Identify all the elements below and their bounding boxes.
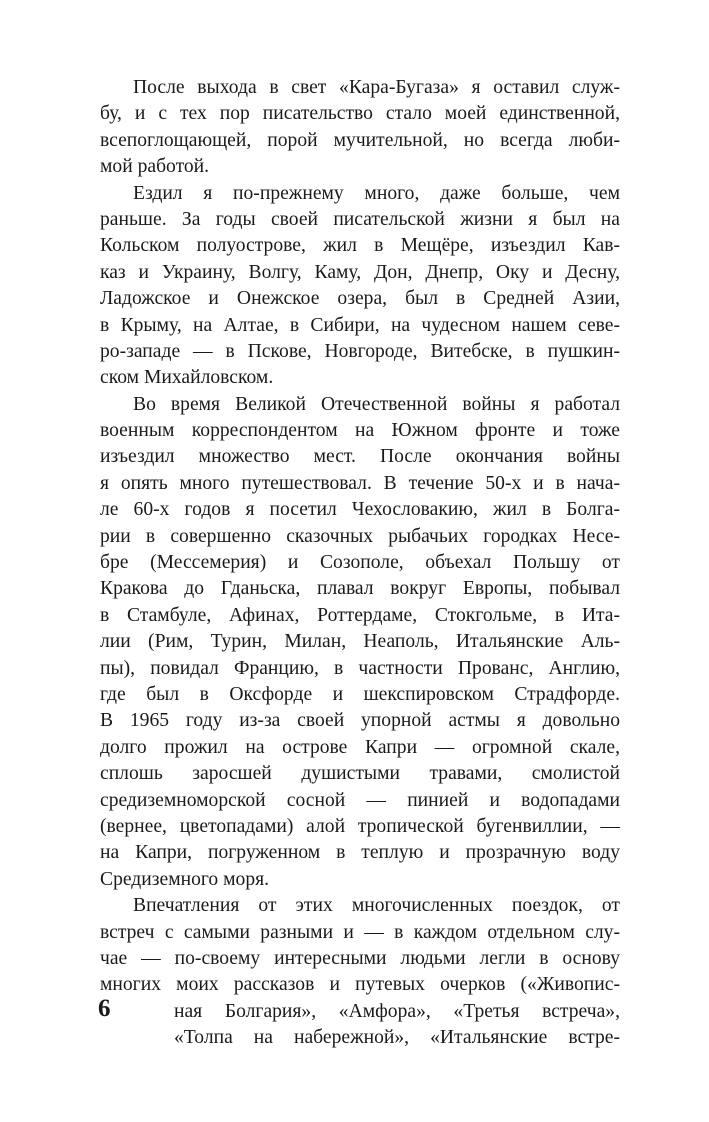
text-line: каз и Украину, Волгу, Каму, Дон, Днепр, Оку и Десну,: [100, 261, 620, 283]
text-line: После выхода в свет «Кара-Бугаза» я оставил служ-: [133, 77, 620, 98]
text-line: Средиземного моря.: [100, 868, 270, 890]
text-line: бу, и с тех пор писательство стало моей единственной,: [100, 103, 620, 125]
text-column: [100, 75, 620, 1051]
text-line: в Крыму, на Алтае, в Сибири, на чудесном нашем севе-: [100, 314, 620, 336]
text-line: ро-западе — в Пскове, Новгороде, Витебске, в пушкин-: [100, 340, 620, 362]
text-line: Ладожское и Онежское озера, был в Средней Азии,: [100, 288, 620, 310]
text-line: я опять много путешествовал. В течение 50-х и в нача-: [100, 472, 620, 494]
text-line: рии в совершенно сказочных рыбачьих городках Несе-: [100, 525, 620, 547]
paragraph-4: [100, 893, 620, 1051]
page-number: 6: [98, 995, 111, 1022]
text-line: всепоглощающей, порой мучительной, но всегда люби-: [100, 129, 620, 151]
text-line: Впечатления от этих многочисленных поездок, от: [133, 895, 620, 917]
text-line: чае — по-своему интересными людьми легли в основу: [100, 947, 620, 969]
text-line: мой работой.: [100, 156, 210, 178]
text-line: многих моих рассказов и путевых очерков («Живопис-: [100, 974, 620, 996]
text-line: (вернее, цветопадами) алой тропической бугенвиллии, —: [100, 815, 620, 837]
text-line: Кракова до Гданьска, плавал вокруг Европы, побывал: [100, 578, 620, 600]
text-line: В 1965 году из-за своей упорной астмы я довольно: [100, 710, 620, 732]
text-line: Ездил я по-прежнему много, даже больше, чем: [133, 182, 620, 204]
text-line: где был в Оксфорде и шекспировском Страдфорде.: [100, 683, 620, 705]
paragraph-1: [100, 75, 620, 181]
text-line: Кольском полуострове, жил в Мещёре, изъездил Кав-: [100, 235, 620, 257]
text-line: ная Болгария», «Амфора», «Третья встреча»,: [174, 1000, 620, 1022]
text-line: ле 60-х годов я посетил Чехословакию, жил в Болга-: [100, 499, 620, 521]
text-line: сплошь заросшей душистыми травами, смолистой: [100, 763, 620, 785]
text-line: раньше. За годы своей писательской жизни я был на: [100, 208, 620, 230]
text-line: ском Михайловском.: [100, 367, 274, 389]
text-line: военным корреспондентом на Южном фронте и тоже: [100, 420, 620, 442]
text-line: пы), повидал Францию, в частности Прованс, Англию,: [100, 657, 620, 679]
text-line: в Стамбуле, Афинах, Роттердаме, Стокгольме, в Ита-: [100, 604, 620, 626]
text-line: «Толпа на набережной», «Итальянские встре-: [174, 1027, 620, 1049]
text-line: встреч с самыми разными и — в каждом отдельном слу-: [100, 921, 620, 943]
text-line: лии (Рим, Турин, Милан, Неаполь, Итальянские Аль-: [100, 631, 620, 653]
text-line: бре (Мессемерия) и Созополе, объехал Польшу от: [100, 552, 620, 574]
text-line: на Капри, погруженном в теплую и прозрачную воду: [100, 842, 620, 864]
text-line: Во время Великой Отечественной войны я работал: [133, 393, 620, 415]
text-line: изъездил множество мест. После окончания войны: [100, 446, 620, 468]
text-line: средиземноморской сосной — пинией и водопадами: [100, 789, 620, 811]
paragraph-2: [100, 181, 620, 392]
text-line: долго прожил на острове Капри — огромной скале,: [100, 736, 620, 758]
paragraph-3: [100, 392, 620, 893]
